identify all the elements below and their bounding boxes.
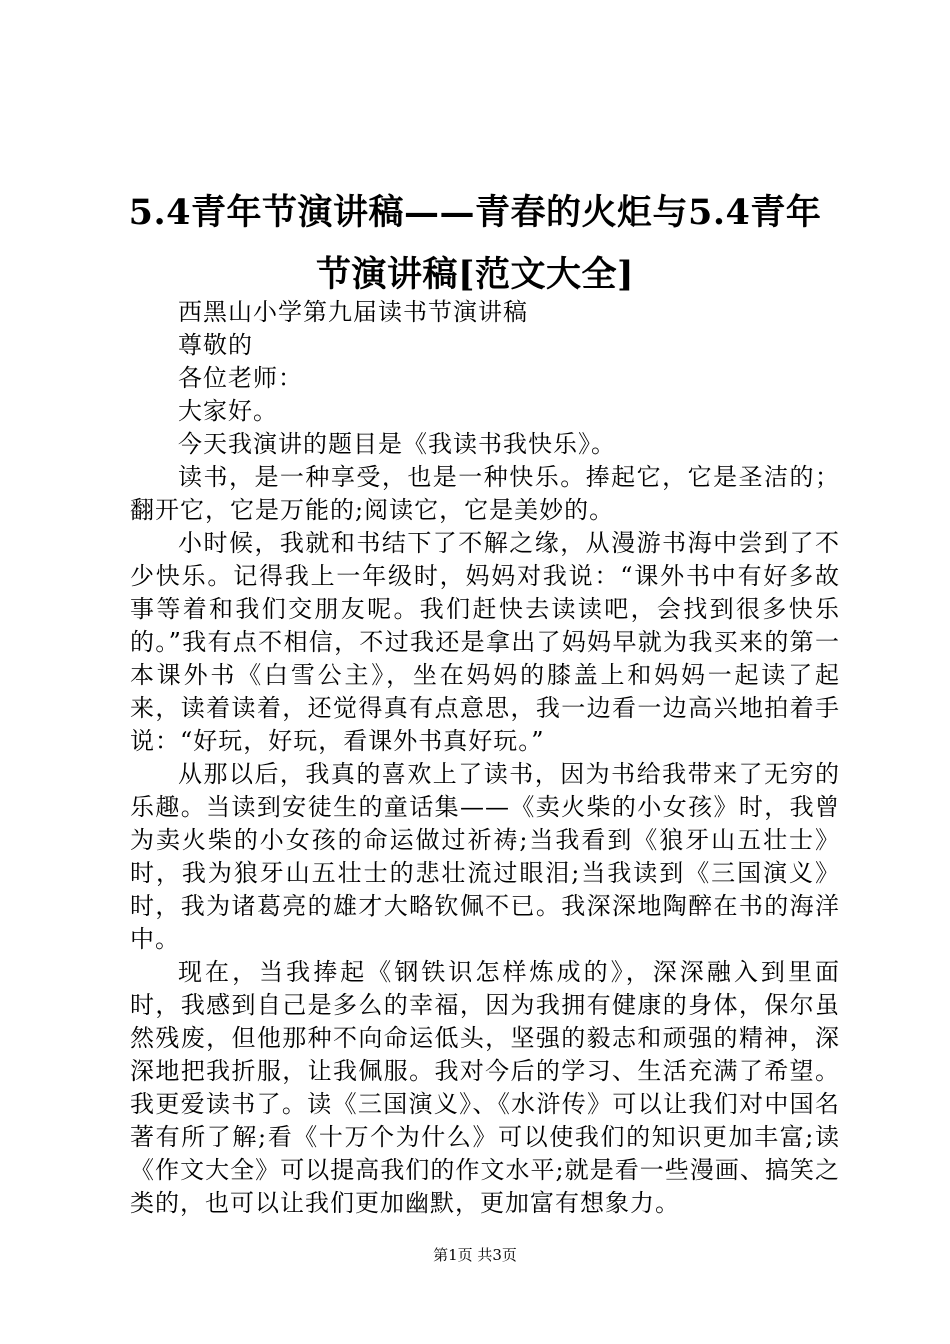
paragraph-salutation-2: 各位老师： [178,364,303,392]
paragraph-since-then: 从那以后，我真的喜欢上了读书，因为书给我带来了无穷的乐趣。当读到安徒生的童话集——《卖火柴的小女孩》时，我曾为卖火柴的小女孩的命运做过祈祷;当我看到《狼牙山五壮士》时，我为狼牙山五壮士的悲壮流过眼泪;当我读到《三国演义》时，我为诸葛亮的雄才大略钦佩不已。我深深地陶醉在书的海洋中。 [130,760,840,953]
paragraph-reading: 读书，是一种享受，也是一种快乐。捧起它，它是圣洁的；翻开它，它是万能的;阅读它，它是美妙的。 [130,463,840,524]
document-title: 5.4青年节演讲稿——青春的火炬与5.4青年节演讲稿[范文大全] [128,192,822,295]
document-body [130,296,840,1220]
paragraph-childhood: 小时候，我就和书结下了不解之缘，从漫游书海中尝到了不少快乐。记得我上一年级时，妈妈对我说：“课外书中有好多故事等着和我们交朋友呢。我们赶快去读读吧，会找到很多快乐的。”我有点不相信，不过我还是拿出了妈妈早就为我买来的第一本课外书《白雪公主》，坐在妈妈的膝盖上和妈妈一起读了起来，读着读着，还觉得真有点意思，我一边看一边高兴地拍着手说：“好玩，好玩，看课外书真好玩。” [130,529,840,755]
page-number: 第1页 共3页 [433,1246,517,1264]
paragraph-now: 现在，当我捧起《钢铁识怎样炼成的》，深深融入到里面时，我感到自己是多么的幸福，因为我拥有健康的身体，保尔虽然残废，但他那种不向命运低头，坚强的毅志和顽强的精神，深深地把我折服，让我佩服。我对今后的学习、生活充满了希望。我更爱读书了。读《三国演义》、《水浒传》可以让我们对中国名著有所了解;看《十万个为什么》可以使我们的知识更加丰富;读《作文大全》可以提高我们的作文水平;就是看一些漫画、搞笑之类的，也可以让我们更加幽默，更加富有想象力。 [130,958,840,1217]
paragraph-heading: 西黑山小学第九届读书节演讲稿 [178,298,528,326]
paragraph-topic: 今天我演讲的题目是《我读书我快乐》。 [178,430,616,458]
paragraph-salutation-1: 尊敬的 [178,331,253,359]
paragraph-greeting: 大家好。 [178,397,278,425]
